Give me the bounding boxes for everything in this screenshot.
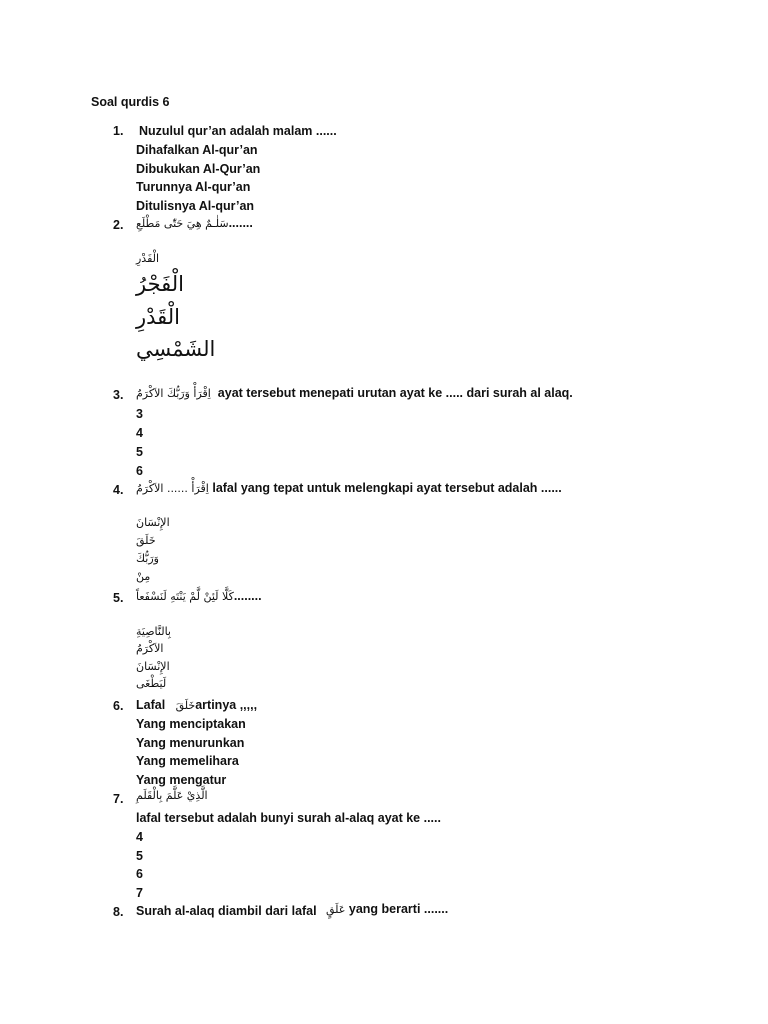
option: الاَكْرَمُ (136, 642, 164, 655)
question-text: ayat tersebut menepati urutan ayat ke ..... dari surah al alaq. (217, 386, 573, 400)
question-text: yang berarti ....... (348, 902, 449, 916)
question-text: Nuzulul qur’an adalah malam ...... (139, 124, 337, 138)
question-text: ........ (233, 589, 262, 603)
option: 7 (136, 886, 143, 900)
option: Ditulisnya Al-qur’an (136, 199, 255, 213)
option: Yang mengatur (136, 773, 227, 787)
question-number: 1. (113, 124, 124, 138)
option: 6 (136, 464, 143, 478)
option: 5 (136, 849, 143, 863)
option: Turunnya Al-qur’an (136, 180, 251, 194)
arabic-verse: اِقْرَأْ وَرَبُّكَ الاَكْرَمُ (136, 387, 211, 400)
option: Dibukukan Al-Qur’an (136, 162, 261, 176)
question-number: 2. (113, 218, 124, 232)
option: 3 (136, 407, 143, 421)
option: الإِنْسَانَ (136, 660, 170, 673)
option: الشَمْسِي (136, 337, 216, 361)
option: 4 (136, 426, 143, 440)
question-number: 7. (113, 792, 124, 806)
question-number: 4. (113, 483, 124, 497)
question-number: 3. (113, 388, 124, 402)
option: 5 (136, 445, 143, 459)
page-title: Soal qurdis 6 (91, 95, 170, 109)
option: 4 (136, 830, 143, 844)
arabic-verse: اِقْرَأْ ...... الاَكْرَمُ (136, 482, 209, 495)
arabic-verse: الَّذِيْ عَلَّمَ بِالْقَلَمِ (136, 789, 208, 802)
question-text: lafal yang tepat untuk melengkapi ayat tersebut adalah ...... (212, 481, 562, 495)
option: مِنْ (136, 570, 151, 583)
question-text-before: Lafal (136, 698, 166, 712)
option: Yang memelihara (136, 754, 239, 768)
arabic-word: عَلَقٍ (326, 903, 346, 916)
option: الْفَجْرُ (136, 272, 184, 296)
question-text: ....... (228, 216, 253, 230)
option: 6 (136, 867, 143, 881)
option: Yang menciptakan (136, 717, 246, 731)
option: Yang menurunkan (136, 736, 245, 750)
question-text: artinya ,,,,, (195, 698, 258, 712)
arabic-verse: سَلٰـمٌ هِيَ حَتّٰى مَطْلَعِ (136, 217, 229, 230)
question-text-before: Surah al-alaq diambil dari lafal (136, 904, 317, 918)
option: خَلَقَ (136, 534, 156, 547)
option: وَرَبُّكَ (136, 552, 159, 565)
option: Dihafalkan Al-qur’an (136, 143, 258, 157)
arabic-word: خَلَقَ (175, 699, 196, 712)
question-number: 5. (113, 591, 124, 605)
question-text: lafal tersebut adalah bunyi surah al-alaq ayat ke ..... (136, 811, 441, 825)
option: بِالنَّاصِيَةِ (136, 625, 171, 638)
option: الإِنْسَانَ (136, 516, 170, 529)
option: لَيَطْغَى (136, 677, 167, 690)
option: الْقَدْرِ (136, 305, 181, 329)
arabic-verse: كَلَّا لَئِنْ لَّمْ يَنْتَهِ لَنَسْفَعاً (136, 590, 234, 603)
question-number: 6. (113, 699, 124, 713)
question-number: 8. (113, 905, 124, 919)
option: الْفَدْرِ (136, 252, 160, 265)
